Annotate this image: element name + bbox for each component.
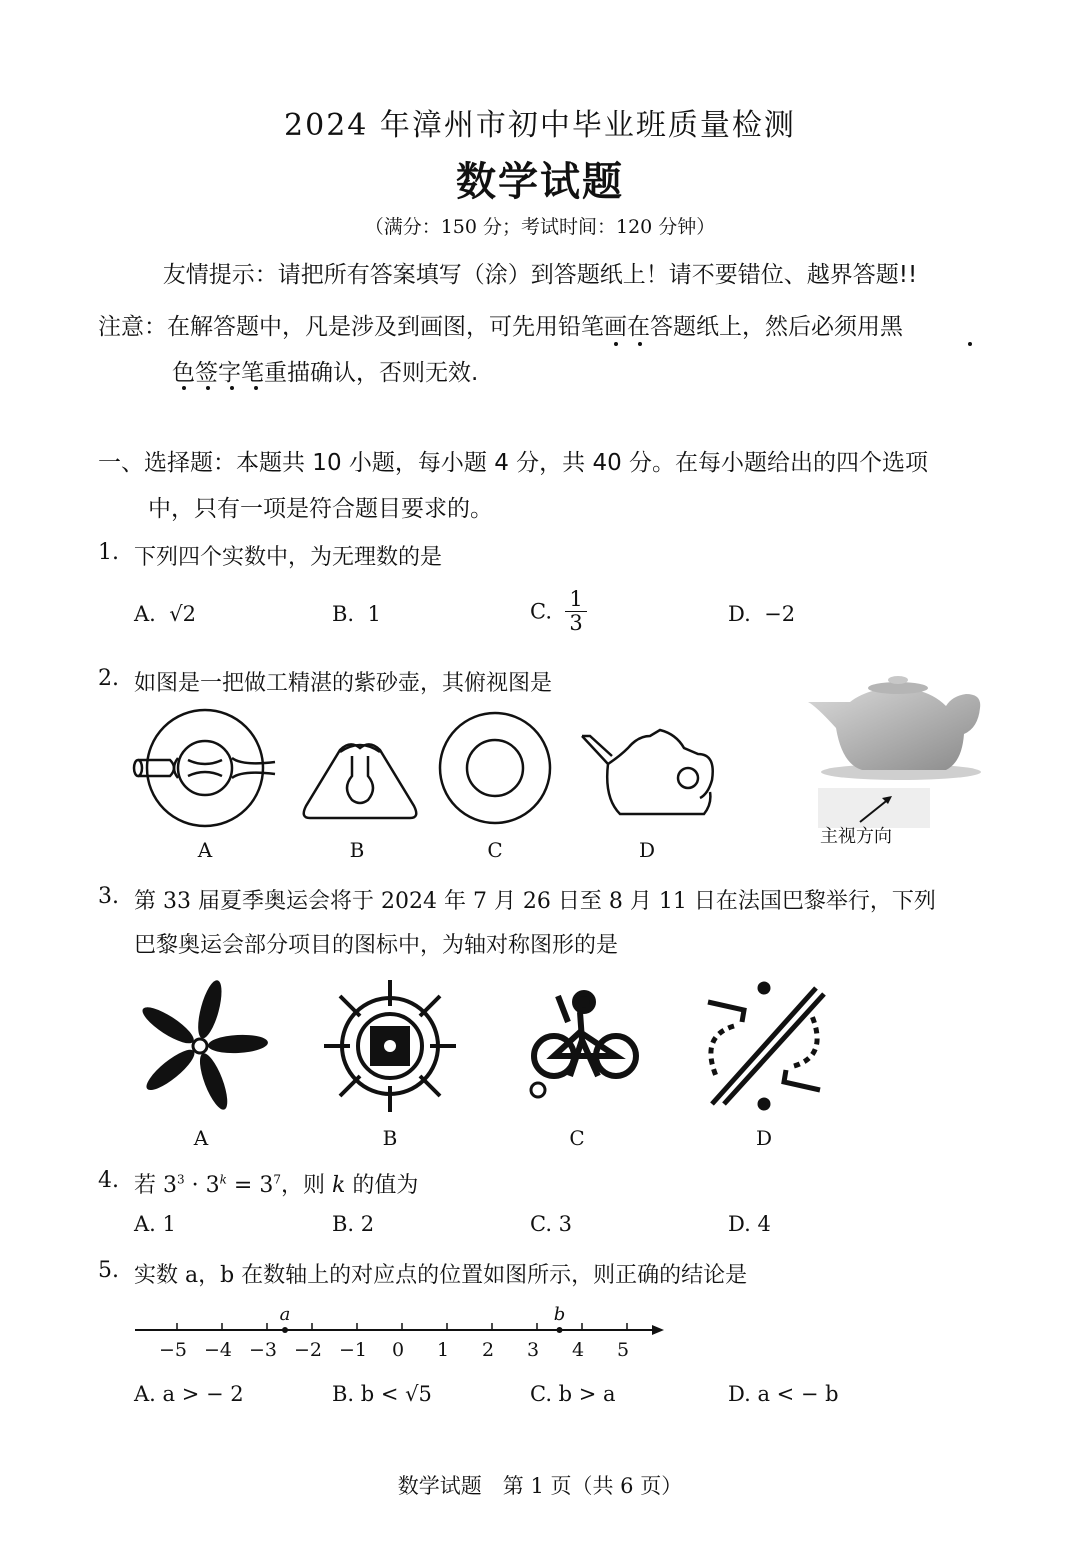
number-line-tick-label: −3 (248, 1339, 278, 1361)
q2-label-a: A (197, 838, 213, 862)
q4-option-a: A. 1 (134, 1212, 176, 1236)
q1-option-c-label: C. (530, 599, 552, 624)
subject-title: 数学试题 (456, 158, 624, 205)
score-info: （满分：150 分；考试时间：120 分钟） (364, 216, 716, 238)
number-line-tick-label: −4 (203, 1339, 233, 1361)
q4-stem-prefix: 若 3 (134, 1173, 177, 1198)
notice-line-1: 注意：在解答题中，凡是涉及到画图，可先用铅笔画在答题纸上，然后必须用黑 (98, 314, 903, 340)
q5-number: 5. (98, 1258, 119, 1283)
q3-label-d: D (755, 1126, 773, 1150)
page-footer: 数学试题 第 1 页（共 6 页） (397, 1474, 683, 1498)
point-b (557, 1327, 563, 1333)
q1-option-a-value: √2 (169, 602, 196, 626)
number-line-tick-label: 5 (616, 1339, 630, 1361)
q4-variable: k (331, 1173, 346, 1198)
q3-stem-line-1: 第 33 届夏季奥运会将于 2024 年 7 月 26 日至 8 月 11 日在法国巴黎举行，下列 (134, 889, 936, 914)
number-line-tick-label: 3 (526, 1339, 540, 1361)
q3-stem-line-2: 巴黎奥运会部分项目的图标中，为轴对称图形的是 (134, 933, 619, 958)
number-line-tick-label: 1 (436, 1339, 450, 1361)
number-line-tick-label: −5 (158, 1339, 188, 1361)
q4-exponent-3: 7 (273, 1172, 281, 1187)
number-line-tick-label: −2 (293, 1339, 323, 1361)
q1-option-b-label: B. (332, 602, 355, 626)
q4-stem-suffix: ，则 (280, 1173, 325, 1198)
friendly-tip: 友情提示：请把所有答案填写（涂）到答题纸上！请不要错位、越界答题!! (162, 262, 918, 288)
q1-option-a-label: A. (134, 602, 156, 626)
q1-option-d-label: D. (728, 602, 751, 626)
q2-label-c: C (487, 838, 503, 862)
q4-stem-mid-1: · 3 (184, 1173, 220, 1198)
fraction-numerator: 1 (565, 588, 586, 612)
number-line-arrow (652, 1325, 664, 1335)
q1-option-b-value: 1 (367, 602, 381, 626)
point-a (282, 1327, 288, 1333)
q1-number: 1. (98, 540, 119, 565)
q4-option-c: C. 3 (530, 1212, 573, 1236)
notice-line-2: 色签字笔重描确认，否则无效. (172, 360, 479, 386)
point-b-label: b (553, 1304, 566, 1325)
q3-label-a: A (193, 1126, 209, 1150)
number-line-tick-label: 4 (571, 1339, 585, 1361)
view-direction-label: 主视方向 (820, 826, 892, 847)
q5-option-b-text: B. b < (332, 1382, 406, 1406)
q3-number: 3. (98, 884, 119, 909)
q1-option-d-value: −2 (764, 602, 796, 626)
point-a-label: a (279, 1304, 291, 1325)
fraction-denominator: 3 (569, 611, 583, 635)
q5-option-b-root: √5 (405, 1382, 432, 1406)
q4-option-d: D. 4 (728, 1212, 771, 1236)
number-line-tick-label: 0 (391, 1339, 405, 1361)
q4-exponent-2: k (219, 1172, 227, 1187)
section-heading-line-1: 一、选择题：本题共 10 小题，每小题 4 分，共 40 分。在每小题给出的四个选项 (98, 450, 929, 476)
q2-label-b: B (349, 838, 365, 862)
q5-option-c: C. b > a (530, 1382, 616, 1406)
q2-number: 2. (98, 666, 119, 691)
q4-number: 4. (98, 1168, 119, 1193)
q3-label-b: B (382, 1126, 398, 1150)
q4-stem-end: 的值为 (352, 1173, 419, 1198)
exam-title: 2024 年漳州市初中毕业班质量检测 (284, 108, 796, 143)
q5-option-d: D. a < − b (728, 1382, 839, 1406)
q2-label-d: D (638, 838, 656, 862)
section-heading-line-2: 中，只有一项是符合题目要求的。 (148, 496, 493, 522)
q2-stem: 如图是一把做工精湛的紫砂壶，其俯视图是 (134, 671, 553, 696)
number-line-tick-label: −1 (338, 1339, 368, 1361)
q1-stem: 下列四个实数中，为无理数的是 (134, 545, 443, 570)
q4-stem-mid-2: = 3 (226, 1173, 274, 1198)
q5-option-a: A. a > − 2 (134, 1382, 244, 1406)
q3-label-c: C (569, 1126, 585, 1150)
q5-stem: 实数 a，b 在数轴上的对应点的位置如图所示，则正确的结论是 (134, 1263, 748, 1288)
q4-option-b: B. 2 (332, 1212, 375, 1236)
q4-exponent-1: 3 (177, 1172, 185, 1187)
q5-option-b (332, 1382, 432, 1406)
number-line-tick-label: 2 (481, 1339, 495, 1361)
